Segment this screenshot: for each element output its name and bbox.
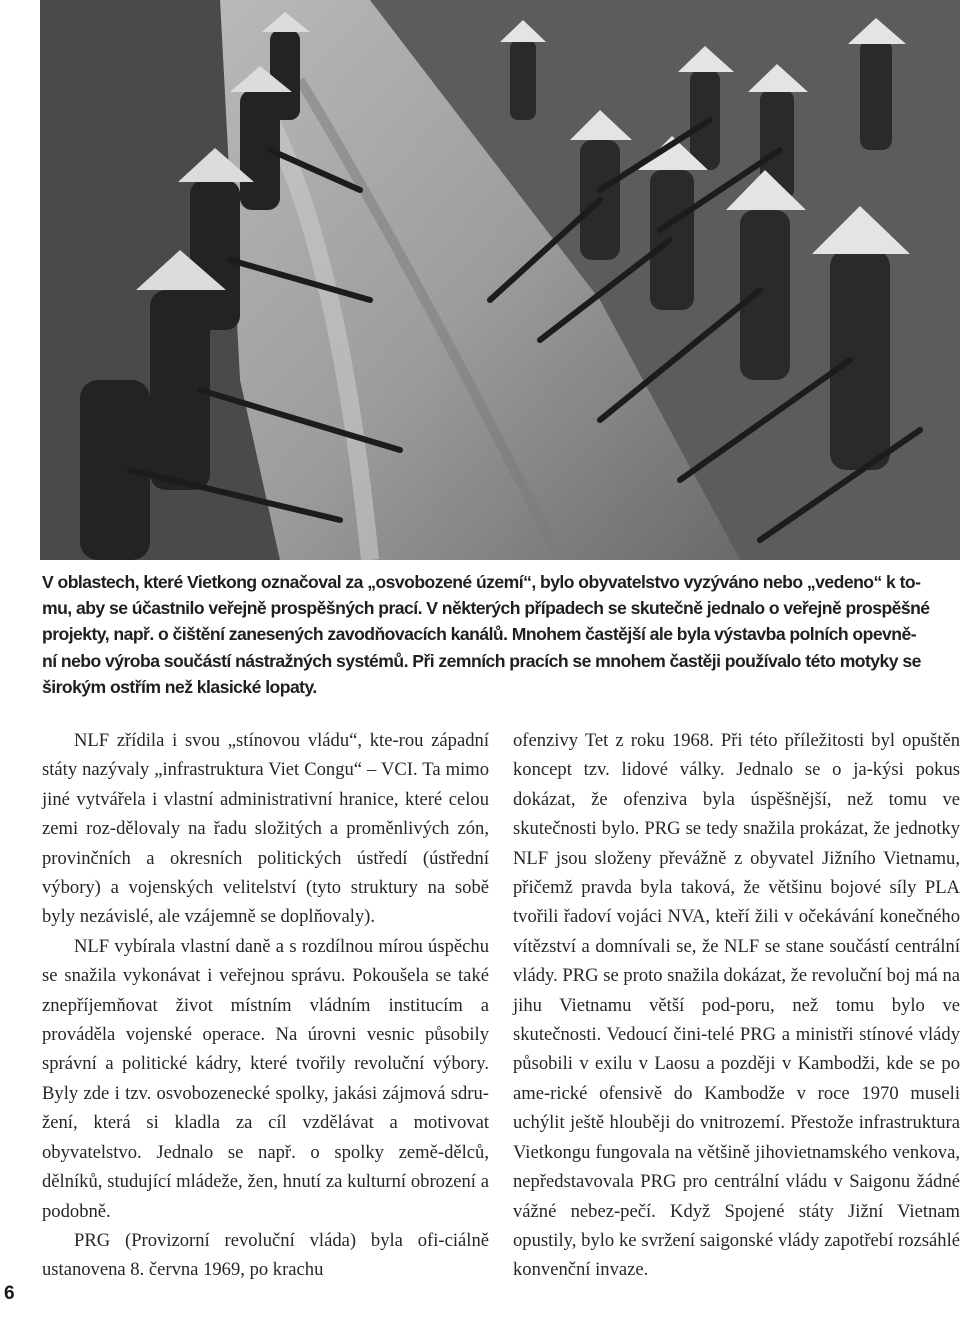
caption-line: V oblastech, které Vietkong označoval za „osvobozené území“, bylo obyvatelstvo vyzýváno nebo „vedeno“ k to- — [42, 572, 921, 592]
paragraph: NLF vybírala vlastní daně a s rozdílnou mírou úspěchu se snažila vykonávat i veřejnou správu. Pokoušela se také znepříjemňovat život místním vládním institucím a prováděla vojenské operace. Na úrovni vesnic působily správní a politické kádry, které tvořily revoluční výbory. Byly zde i tzv. osvobozenecké spolky, jakási zájmová sdru-žení, která si kladla za cíl vzdělávat a motivovat obyvatelstvo. Jednalo se např. o spolky země-dělců, dělníků, studující mládeže, žen, hnutí za kulturní obrození a podobně. — [42, 935, 489, 1222]
photo-illustration — [40, 0, 960, 560]
caption-line: projekty, např. o čištění zanesených zavodňovacích kanálů. Mnohem častější ale byla výstavba polních opevně- — [42, 624, 917, 645]
caption-line: širokým ostřím než klasické lopaty. — [42, 676, 317, 697]
photo-caption — [42, 569, 956, 700]
caption-line: ní nebo výroba součástí nástražných systémů. Při zemních pracích se mnohem častěji používalo této motyky se — [42, 650, 921, 671]
paragraph: ofenzivy Tet z roku 1968. Při této příležitosti byl opuštěn koncept tzv. lidové války. Jednalo se o ja-kýsi pokus dokázat, že ofenziva byla úspěšnější, než tomu ve skutečnosti bylo. PRG se tedy snažila prokázat, že jednotky NLF jsou složeny převážně z obyvatel Jižního Vietnamu, přičemž pravda byla taková, že většinu bojové síly PLA tvořili řadoví vojáci NVA, kteří žili v očekávání konečného vítězství a domnívali se, že NLF se stane součástí centrální vlády. PRG se proto snažila dokázat, že revoluční boj má na jihu Vietnamu větší pod-poru, než tomu bylo ve skutečnosti. Vedoucí čini-telé PRG a ministři stínové vlády působili v exilu v Laosu a později v Kambodži, kde se po ame-rické ofensivě do Kambodže v roce 1970 museli uchýlit ještě hlouběji do vnitrozemí. Přestože infrastruktura Vietkongu fungovala na většině jihovietnamského venkova, nepředstavovala PRG pro centrální vládu v Saigonu žádné vážné nebez-pečí. Když Spojené státy Jižní Vietnam opustily, bylo ke svržení saigonské vlády zapotřebí rozsáhlé konvenční invaze. — [513, 730, 960, 1281]
caption-line: mu, aby se účastnilo veřejně prospěšných prací. V některých případech se skutečně jednalo o veřejně prospěšné — [42, 598, 930, 619]
paragraph: NLF zřídila i svou „stínovou vládu“, kte-rou západní státy nazývaly „infrastruktura Viet Congu“ – VCI. Ta mimo jiné vytvářela i vlastní administrativní hranice, které celou zemi roz-dělovaly na řadu složitých a proměnlivých zón, provinčních a okresních politických ústředí (ústřední výbory) a vojenských velitelství (tyto struktury na sobě byly nezávislé, ale vzájemně se doplňovaly). — [42, 730, 489, 928]
photo-workers-digging-canal — [40, 0, 960, 560]
page-number: 6 — [4, 1283, 15, 1304]
right-column — [513, 726, 960, 1285]
left-column — [42, 726, 489, 1285]
paragraph: PRG (Provizorní revoluční vláda) byla ofi-ciálně ustanovena 8. června 1969, po krachu — [42, 1229, 489, 1281]
